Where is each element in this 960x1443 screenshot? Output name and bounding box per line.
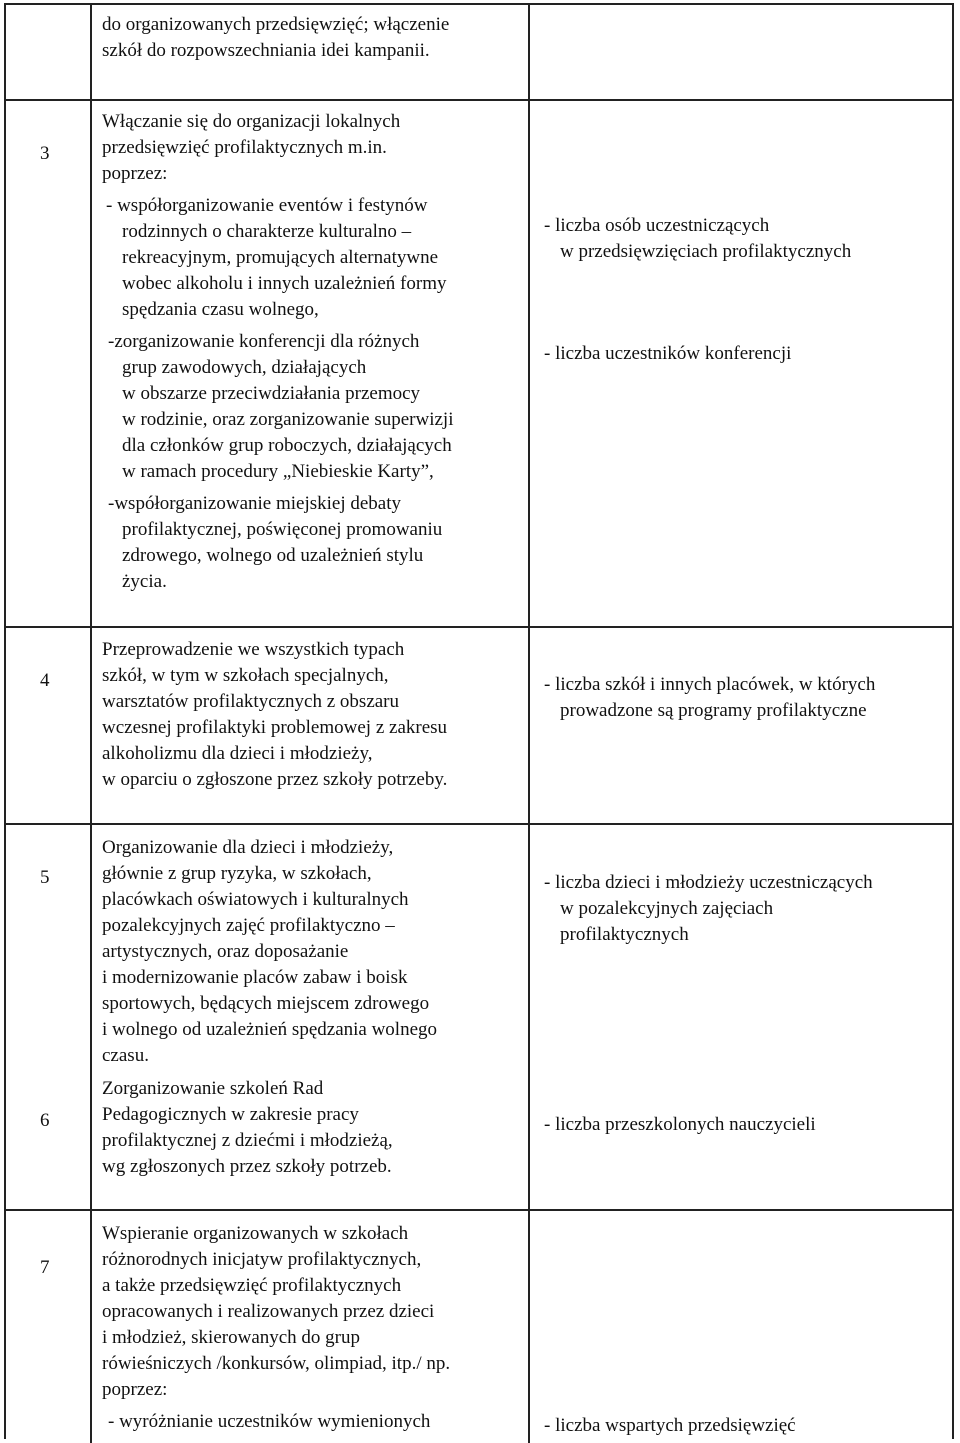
- task-line: placówkach oświatowych i kulturalnych: [102, 889, 409, 910]
- task-cell: [92, 1211, 530, 1443]
- task-line: rodzinnych o charakterze kulturalno –: [122, 221, 412, 242]
- task-line: dla członków grup roboczych, działających: [122, 435, 452, 456]
- task-line: pozalekcyjnych zajęć profilaktyczno –: [102, 915, 395, 936]
- task-line: w oparciu o zgłoszone przez szkoły potrzeby.: [102, 769, 448, 790]
- task-line: -współorganizowanie miejskiej debaty: [108, 493, 402, 514]
- task-line: życia.: [122, 571, 167, 592]
- indicator-line: - liczba wspartych przedsięwzięć: [544, 1415, 796, 1436]
- task-line: w rodzinie, oraz zorganizowanie superwizji: [122, 409, 454, 430]
- task-line: szkół do rozpowszechniania idei kampanii.: [102, 40, 430, 61]
- task-line: profilaktycznej, poświęconej promowaniu: [122, 519, 443, 540]
- task-line: - wyróżnianie uczestników wymienionych: [108, 1411, 431, 1432]
- task-line: - współorganizowanie eventów i festynów: [106, 195, 428, 216]
- task-line: alkoholizmu dla dzieci i młodzieży,: [102, 743, 373, 764]
- table-row: [6, 5, 952, 99]
- row-number-cell: [6, 1211, 92, 1443]
- indicator-line: - liczba przeszkolonych nauczycieli: [544, 1114, 816, 1135]
- task-line: a także przedsięwzięć profilaktycznych: [102, 1275, 402, 1296]
- indicator-line: w przedsięwzięciach profilaktycznych: [560, 241, 852, 262]
- table-row: [6, 626, 952, 825]
- indicator-cell: [530, 5, 952, 99]
- row-number: 7: [40, 1257, 50, 1278]
- task-line: poprzez:: [102, 1379, 168, 1400]
- row-number: 4: [40, 670, 50, 691]
- indicator-line: - liczba osób uczestniczących: [544, 215, 770, 236]
- task-cell: [92, 825, 530, 1211]
- document-table: [4, 3, 954, 1439]
- task-line: zdrowego, wolnego od uzależnień stylu: [122, 545, 424, 566]
- task-line: wg zgłoszonych przez szkoły potrzeb.: [102, 1156, 392, 1177]
- task-line: wobec alkoholu i innych uzależnień formy: [122, 273, 447, 294]
- task-line: spędzania czasu wolnego,: [122, 299, 319, 320]
- task-line: przedsięwzięć profilaktycznych m.in.: [102, 137, 387, 158]
- indicator-line: w pozalekcyjnych zajęciach: [560, 898, 774, 919]
- task-cell: [92, 101, 530, 628]
- indicator-line: - liczba szkół i innych placówek, w których: [544, 674, 876, 695]
- table-row: [6, 99, 952, 628]
- row-number-cell: [6, 5, 92, 99]
- task-cell: [92, 628, 530, 825]
- task-line: artystycznych, oraz doposażanie: [102, 941, 349, 962]
- task-line: wczesnej profilaktyki problemowej z zakresu: [102, 717, 448, 738]
- task-line: w obszarze przeciwdziałania przemocy: [122, 383, 421, 404]
- indicator-cell: [530, 628, 952, 825]
- task-line: sportowych, będących miejscem zdrowego: [102, 993, 430, 1014]
- indicator-cell: [530, 1211, 952, 1443]
- indicator-line: profilaktycznych: [560, 924, 689, 945]
- task-line: do organizowanych przedsięwzięć; włączenie: [102, 14, 450, 35]
- task-line: i wolnego od uzależnień spędzania wolnego: [102, 1019, 438, 1040]
- task-line: czasu.: [102, 1045, 149, 1066]
- task-line: głównie z grup ryzyka, w szkołach,: [102, 863, 372, 884]
- task-line: różnorodnych inicjatyw profilaktycznych,: [102, 1249, 422, 1270]
- task-line: i młodzież, skierowanych do grup: [102, 1327, 361, 1348]
- task-cell: [92, 5, 530, 99]
- task-line: Pedagogicznych w zakresie pracy: [102, 1104, 359, 1125]
- row-number: 6: [40, 1110, 50, 1131]
- indicator-line: prowadzone są programy profilaktyczne: [560, 700, 867, 721]
- task-line: Zorganizowanie szkoleń Rad: [102, 1078, 324, 1099]
- task-line: szkół, w tym w szkołach specjalnych,: [102, 665, 389, 686]
- table-row: [6, 823, 952, 1211]
- task-line: rekreacyjnym, promujących alternatywne: [122, 247, 438, 268]
- table-row: [6, 1209, 952, 1443]
- task-line: w ramach procedury „Niebieskie Karty”,: [122, 461, 434, 482]
- row-number-cell: [6, 628, 92, 825]
- task-line: profilaktycznej z dziećmi i młodzieżą,: [102, 1130, 393, 1151]
- row-number: 5: [40, 867, 50, 888]
- task-line: poprzez:: [102, 163, 168, 184]
- row-number-cell: [6, 825, 92, 1211]
- indicator-line: - liczba uczestników konferencji: [544, 343, 792, 364]
- task-line: Przeprowadzenie we wszystkich typach: [102, 639, 405, 660]
- row-number: 3: [40, 143, 50, 164]
- task-line: Organizowanie dla dzieci i młodzieży,: [102, 837, 394, 858]
- task-line: Wspieranie organizowanych w szkołach: [102, 1223, 409, 1244]
- indicator-cell: [530, 101, 952, 628]
- task-line: rówieśniczych /konkursów, olimpiad, itp./ np.: [102, 1353, 451, 1374]
- task-line: grup zawodowych, działających: [122, 357, 367, 378]
- indicator-cell: [530, 825, 952, 1211]
- task-line: -zorganizowanie konferencji dla różnych: [108, 331, 420, 352]
- row-number-cell: [6, 101, 92, 628]
- task-line: i modernizowanie placów zabaw i boisk: [102, 967, 408, 988]
- task-line: opracowanych i realizowanych przez dzieci: [102, 1301, 435, 1322]
- task-line: warsztatów profilaktycznych z obszaru: [102, 691, 400, 712]
- task-line: Włączanie się do organizacji lokalnych: [102, 111, 401, 132]
- indicator-line: - liczba dzieci i młodzieży uczestniczących: [544, 872, 873, 893]
